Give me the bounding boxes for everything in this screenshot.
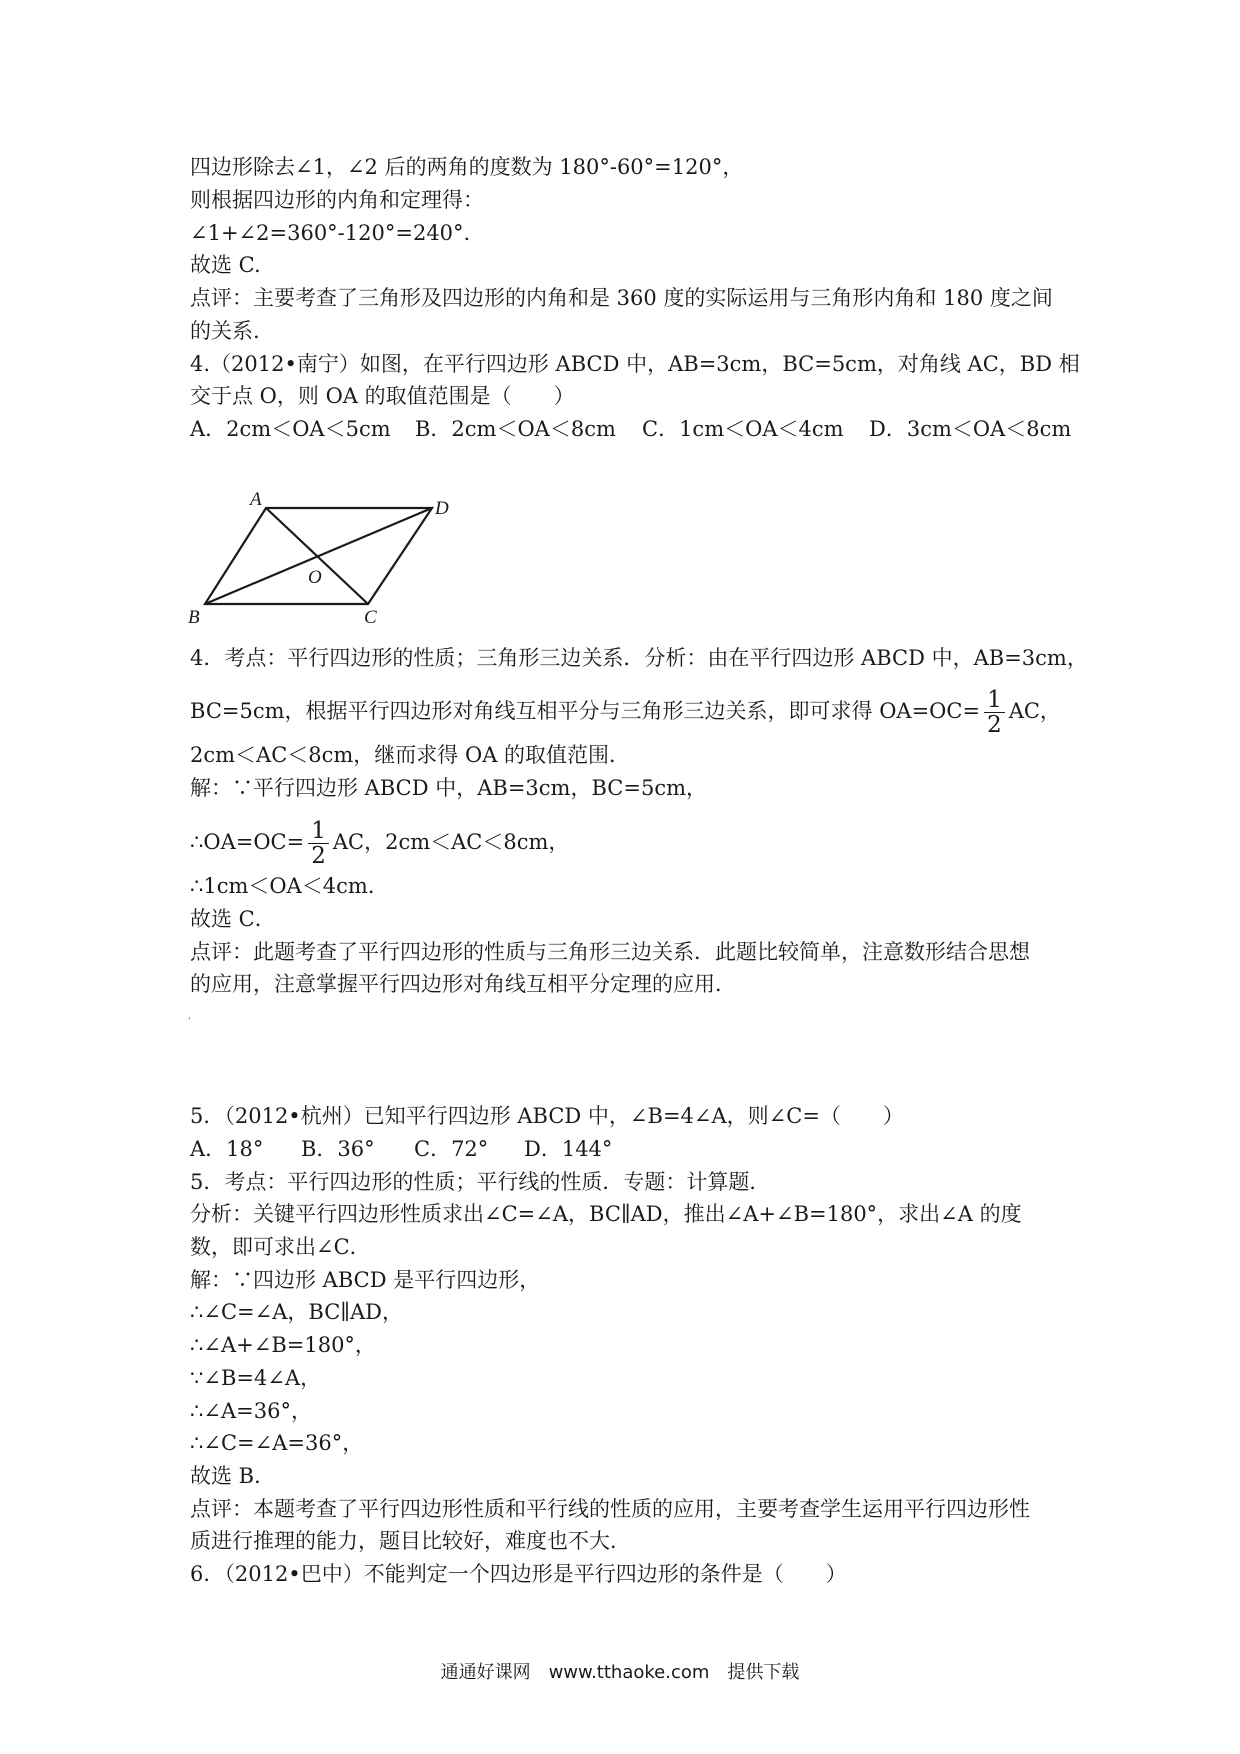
diagonal-bd — [205, 508, 432, 604]
text-line: 点评：主要考查了三角形及四边形的内角和是 360 度的实际运用与三角形内角和 180 度之间 — [190, 286, 1053, 310]
fraction-one-half — [308, 819, 329, 868]
answer-5-solution: ∵∠B=4∠A， — [190, 1366, 322, 1390]
answer-5-comment: 质进行推理的能力，题目比较好，难度也不大． — [190, 1529, 631, 1553]
answer-4-comment: 的应用，注意掌握平行四边形对角线互相平分定理的应用． — [190, 972, 736, 996]
option-c: C．1cm＜OA＜4cm — [642, 417, 844, 441]
answer-4-choice: 故选 C． — [190, 907, 276, 931]
text-line: 故选 C. — [190, 253, 261, 277]
fraction-one-half — [984, 688, 1005, 737]
answer-4-analysis: 2cm＜AC＜8cm，继而求得 OA 的取值范围． — [190, 743, 631, 767]
fraction-numerator: 1 — [984, 688, 1005, 713]
option-c: C．72° — [414, 1137, 489, 1161]
option-a: A．2cm＜OA＜5cm — [190, 417, 391, 441]
fraction-denominator: 2 — [987, 712, 1002, 738]
option-d: D．3cm＜OA＜8cm — [869, 417, 1072, 441]
question-4-options — [190, 414, 1071, 444]
text-line: ∠1+∠2=360°-120°=240°. — [190, 221, 471, 245]
answer-5-solution: 解：∵四边形 ABCD 是平行四边形， — [190, 1268, 541, 1292]
answer-5-solution: ∴∠C=∠A=36°， — [190, 1431, 364, 1455]
answer-4-solution: ∴1cm＜OA＜4cm． — [190, 874, 389, 898]
answer-5-solution: ∴∠A+∠B=180°， — [190, 1333, 376, 1357]
vertex-label-b: B — [188, 607, 200, 628]
text-line: 的关系. — [190, 319, 260, 343]
parallelogram-figure — [185, 480, 465, 630]
option-a: A．18° — [190, 1137, 264, 1161]
text-segment: BC=5cm，根据平行四边形对角线互相平分与三角形三边关系，即可求得 OA=OC= — [190, 699, 981, 723]
fraction-numerator: 1 — [308, 819, 329, 844]
answer-5-analysis: 分析：关键平行四边形性质求出∠C=∠A，BC∥AD，推出∠A+∠B=180°，求出∠A 的度 — [190, 1202, 1022, 1226]
stray-mark: ' — [188, 1017, 191, 1027]
vertex-label-a: A — [250, 489, 262, 510]
answer-4-solution — [190, 819, 569, 868]
answer-5-topic: 5．考点：平行四边形的性质；平行线的性质．专题：计算题． — [190, 1170, 771, 1194]
answer-4-comment: 点评：此题考查了平行四边形的性质与三角形三边关系．此题比较简单，注意数形结合思想 — [190, 940, 1030, 964]
answer-5-solution: ∴∠A=36°， — [190, 1399, 312, 1423]
answer-5-choice: 故选 B． — [190, 1464, 276, 1488]
answer-5-analysis: 数，即可求出∠C． — [190, 1235, 371, 1259]
vertex-label-c: C — [364, 607, 377, 628]
option-b: B．2cm＜OA＜8cm — [415, 417, 616, 441]
option-b: B．36° — [301, 1137, 375, 1161]
text-segment: AC，2cm＜AC＜8cm， — [332, 830, 570, 854]
answer-4-solution: 解：∵平行四边形 ABCD 中，AB=3cm，BC=5cm， — [190, 776, 707, 800]
answer-5-comment: 点评：本题考查了平行四边形性质和平行线的性质的应用，主要考查学生运用平行四边形性 — [190, 1497, 1030, 1521]
question-4-stem: 交于点 O，则 OA 的取值范围是（ ） — [190, 384, 575, 408]
answer-4-analysis — [190, 688, 1061, 737]
question-4-stem: 4.（2012•南宁）如图，在平行四边形 ABCD 中，AB=3cm，BC=5cm，对角线 AC，BD 相 — [190, 352, 1080, 376]
center-label-o: O — [308, 567, 322, 588]
page-footer: 通通好课网 www.tthaoke.com 提供下载 — [440, 1662, 800, 1683]
option-d: D．144° — [524, 1137, 613, 1161]
text-line: 则根据四边形的内角和定理得： — [190, 188, 484, 212]
text-line: 四边形除去∠1，∠2 后的两角的度数为 180°-60°=120°， — [190, 155, 744, 179]
fraction-denominator: 2 — [311, 843, 326, 869]
answer-4-analysis: 4．考点：平行四边形的性质；三角形三边关系．分析：由在平行四边形 ABCD 中，AB=3cm， — [190, 646, 1088, 670]
text-segment: AC， — [1008, 699, 1061, 723]
question-6-stem: 6．（2012•巴中）不能判定一个四边形是平行四边形的条件是（ ） — [190, 1562, 847, 1586]
answer-5-solution: ∴∠C=∠A，BC∥AD， — [190, 1300, 403, 1324]
vertex-label-d: D — [435, 498, 449, 519]
question-5-options — [190, 1134, 612, 1164]
question-5-stem: 5．（2012•杭州）已知平行四边形 ABCD 中，∠B=4∠A，则∠C=（ ） — [190, 1104, 904, 1128]
text-segment: ∴OA=OC= — [190, 830, 305, 854]
